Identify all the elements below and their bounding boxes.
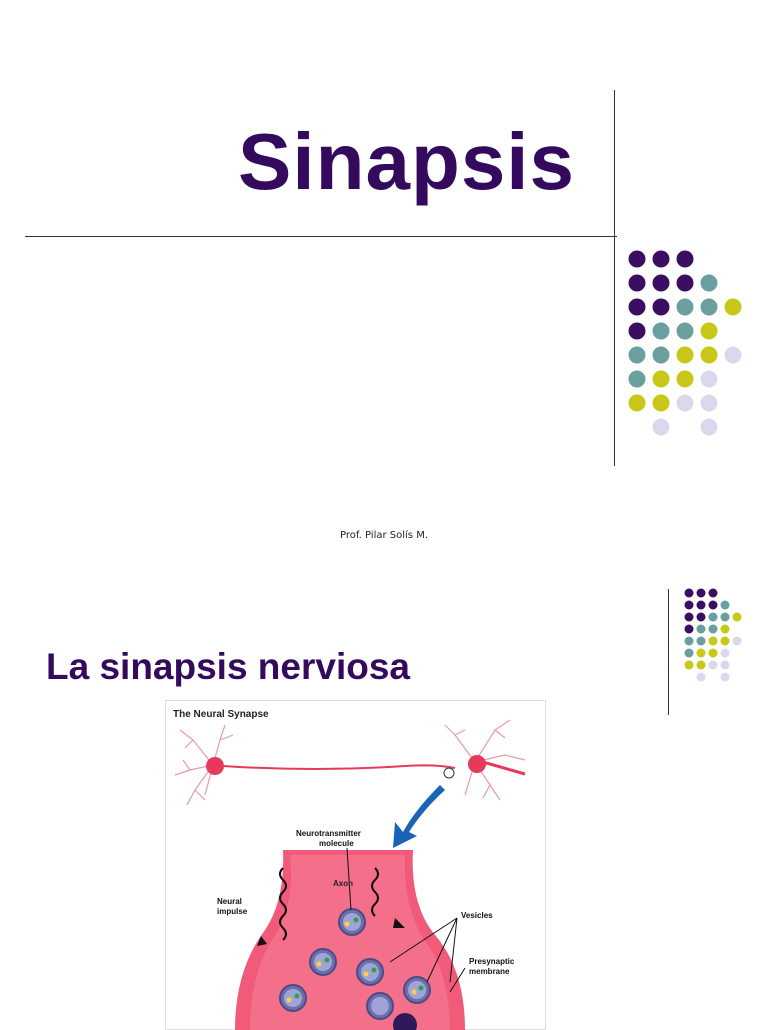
decorative-dot xyxy=(697,613,706,622)
vertical-divider xyxy=(668,589,669,715)
decorative-dot xyxy=(653,347,670,364)
decorative-dot xyxy=(677,347,694,364)
decorative-dot xyxy=(697,625,706,634)
decorative-dot xyxy=(709,649,718,658)
decorative-dot xyxy=(709,613,718,622)
decorative-dot-grid xyxy=(680,586,760,706)
decorative-dot xyxy=(653,275,670,292)
slide-title: La sinapsis nerviosa xyxy=(46,646,411,687)
decorative-dot xyxy=(677,395,694,412)
decorative-dot xyxy=(677,251,694,268)
decorative-dot xyxy=(677,299,694,316)
label-membrane: membrane xyxy=(469,967,510,976)
decorative-dot-grid xyxy=(620,248,750,438)
decorative-dot xyxy=(677,371,694,388)
decorative-dot xyxy=(677,275,694,292)
label-molecule: molecule xyxy=(319,839,354,848)
author-name: Prof. Pilar Solís M. xyxy=(339,530,429,541)
decorative-dot xyxy=(725,347,742,364)
decorative-dot xyxy=(721,613,730,622)
decorative-dot xyxy=(709,661,718,670)
decorative-dot xyxy=(629,323,646,340)
decorative-dot xyxy=(653,299,670,316)
decorative-dot xyxy=(685,601,694,610)
content-slide xyxy=(0,570,768,1024)
decorative-dot xyxy=(629,251,646,268)
decorative-dot xyxy=(697,637,706,646)
decorative-dot xyxy=(733,613,742,622)
decorative-dot xyxy=(677,323,694,340)
decorative-dot xyxy=(629,299,646,316)
decorative-dot xyxy=(685,649,694,658)
decorative-dot xyxy=(685,589,694,598)
decorative-dot xyxy=(709,589,718,598)
slide-title: Sinapsis xyxy=(238,117,576,206)
decorative-dot xyxy=(697,673,706,682)
decorative-dot xyxy=(685,637,694,646)
decorative-dot xyxy=(721,601,730,610)
decorative-dot xyxy=(701,323,718,340)
decorative-dot xyxy=(725,299,742,316)
label-neurotransmitter: Neurotransmitter xyxy=(296,829,361,838)
decorative-dot xyxy=(709,637,718,646)
decorative-dot xyxy=(685,613,694,622)
label-axon: Axon xyxy=(333,879,353,888)
decorative-dot xyxy=(629,347,646,364)
decorative-dot xyxy=(697,601,706,610)
decorative-dot xyxy=(701,419,718,436)
decorative-dot xyxy=(653,323,670,340)
decorative-dot xyxy=(721,673,730,682)
decorative-dot xyxy=(701,347,718,364)
decorative-dot xyxy=(697,589,706,598)
decorative-dot xyxy=(701,275,718,292)
label-impulse: impulse xyxy=(217,907,248,916)
decorative-dot xyxy=(629,275,646,292)
decorative-dot xyxy=(653,251,670,268)
neural-synapse-figure xyxy=(165,700,546,1030)
synapse-illustration xyxy=(165,700,546,1030)
decorative-dot xyxy=(733,637,742,646)
figure-heading: The Neural Synapse xyxy=(173,709,269,720)
decorative-dot xyxy=(701,371,718,388)
decorative-dot xyxy=(721,649,730,658)
horizontal-divider xyxy=(25,236,617,237)
label-neural: Neural xyxy=(217,897,242,906)
decorative-dot xyxy=(653,395,670,412)
decorative-dot xyxy=(721,637,730,646)
vertical-divider xyxy=(614,90,615,466)
decorative-dot xyxy=(697,661,706,670)
label-vesicles: Vesicles xyxy=(461,911,493,920)
decorative-dot xyxy=(685,625,694,634)
decorative-dot xyxy=(685,661,694,670)
decorative-dot xyxy=(721,625,730,634)
decorative-dot xyxy=(709,601,718,610)
decorative-dot xyxy=(701,395,718,412)
decorative-dot xyxy=(629,371,646,388)
decorative-dot xyxy=(653,419,670,436)
decorative-dot xyxy=(653,371,670,388)
cell-body-right xyxy=(468,755,486,773)
decorative-dot xyxy=(701,299,718,316)
cell-body-left xyxy=(206,757,224,775)
decorative-dot xyxy=(709,625,718,634)
label-presynaptic: Presynaptic xyxy=(469,957,515,966)
decorative-dot xyxy=(721,661,730,670)
decorative-dot xyxy=(697,649,706,658)
decorative-dot xyxy=(629,395,646,412)
